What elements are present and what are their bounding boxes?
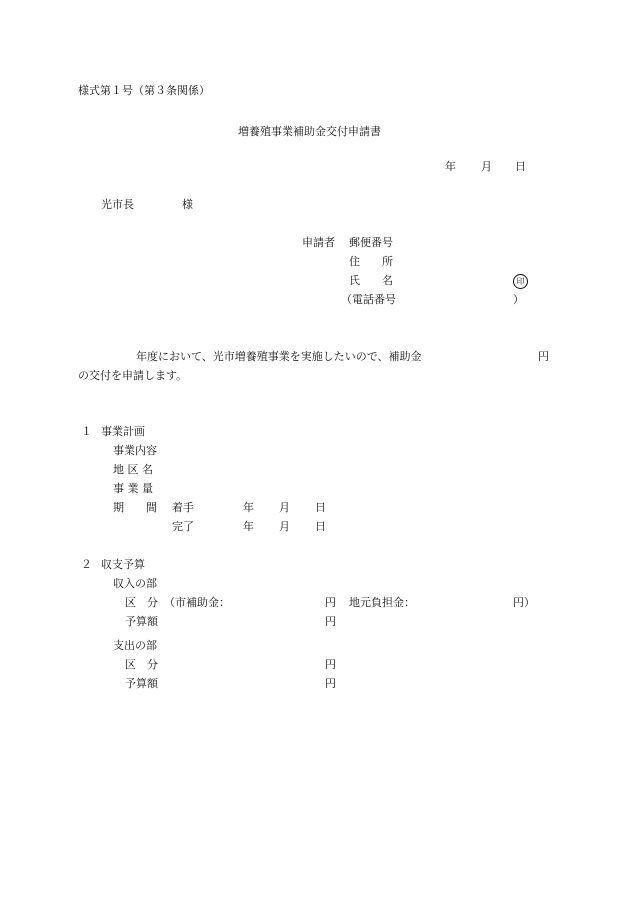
section2-heading: 収支予算 xyxy=(101,558,145,571)
applicant-label: 申請者 xyxy=(302,236,335,249)
section1-number: １ xyxy=(81,425,92,438)
income-label: 収入の部 xyxy=(113,577,157,590)
date-month: 月 xyxy=(481,160,492,173)
addressee-name: 光市長 xyxy=(101,198,134,211)
end-month: 月 xyxy=(279,520,290,533)
request-sentence: 年度において、光市増養殖事業を実施したいので、補助金 xyxy=(136,350,422,363)
local-share-yen: 円） xyxy=(513,596,535,609)
start-label: 着手 xyxy=(172,501,194,514)
name-label: 氏 名 xyxy=(349,274,393,287)
addressee-honorific: 様 xyxy=(182,198,193,211)
local-share-label: 地元負担金： xyxy=(349,596,415,609)
start-year: 年 xyxy=(243,501,254,514)
start-month: 月 xyxy=(279,501,290,514)
start-day: 日 xyxy=(315,501,326,514)
expense-budget-yen: 円 xyxy=(325,677,336,690)
date-day: 日 xyxy=(515,160,526,173)
section1-heading: 事業計画 xyxy=(101,425,145,438)
section2-number: ２ xyxy=(81,558,92,571)
expense-category-label: 区 分 xyxy=(125,658,158,671)
form-number: 様式第１号（第３条関係） xyxy=(78,84,210,97)
city-subsidy-yen: 円 xyxy=(325,596,336,609)
project-volume-label: 事 業 量 xyxy=(113,482,153,495)
expense-label: 支出の部 xyxy=(113,639,157,652)
end-label: 完了 xyxy=(172,520,194,533)
area-name-label: 地 区 名 xyxy=(113,463,153,476)
page-title: 増養殖事業補助金交付申請書 xyxy=(238,125,381,138)
request-yen-unit: 円 xyxy=(538,350,549,363)
income-budget-yen: 円 xyxy=(325,615,336,628)
income-budget-label: 予算額 xyxy=(125,615,158,628)
phone-close: ） xyxy=(513,293,524,306)
postal-code-label: 郵便番号 xyxy=(349,236,393,249)
income-category-label: 区 分 xyxy=(125,596,158,609)
date-year: 年 xyxy=(445,160,456,173)
expense-category-yen: 円 xyxy=(325,658,336,671)
project-content-label: 事業内容 xyxy=(113,444,157,457)
expense-budget-label: 予算額 xyxy=(125,677,158,690)
request-sentence-cont: の交付を申請します。 xyxy=(78,369,188,382)
phone-label: （電話番号 xyxy=(341,293,396,306)
period-label: 期 間 xyxy=(113,501,157,514)
address-label: 住 所 xyxy=(349,255,393,268)
seal-mark: 印 xyxy=(513,274,528,289)
end-year: 年 xyxy=(243,520,254,533)
city-subsidy-label: （市補助金： xyxy=(164,596,230,609)
end-day: 日 xyxy=(315,520,326,533)
